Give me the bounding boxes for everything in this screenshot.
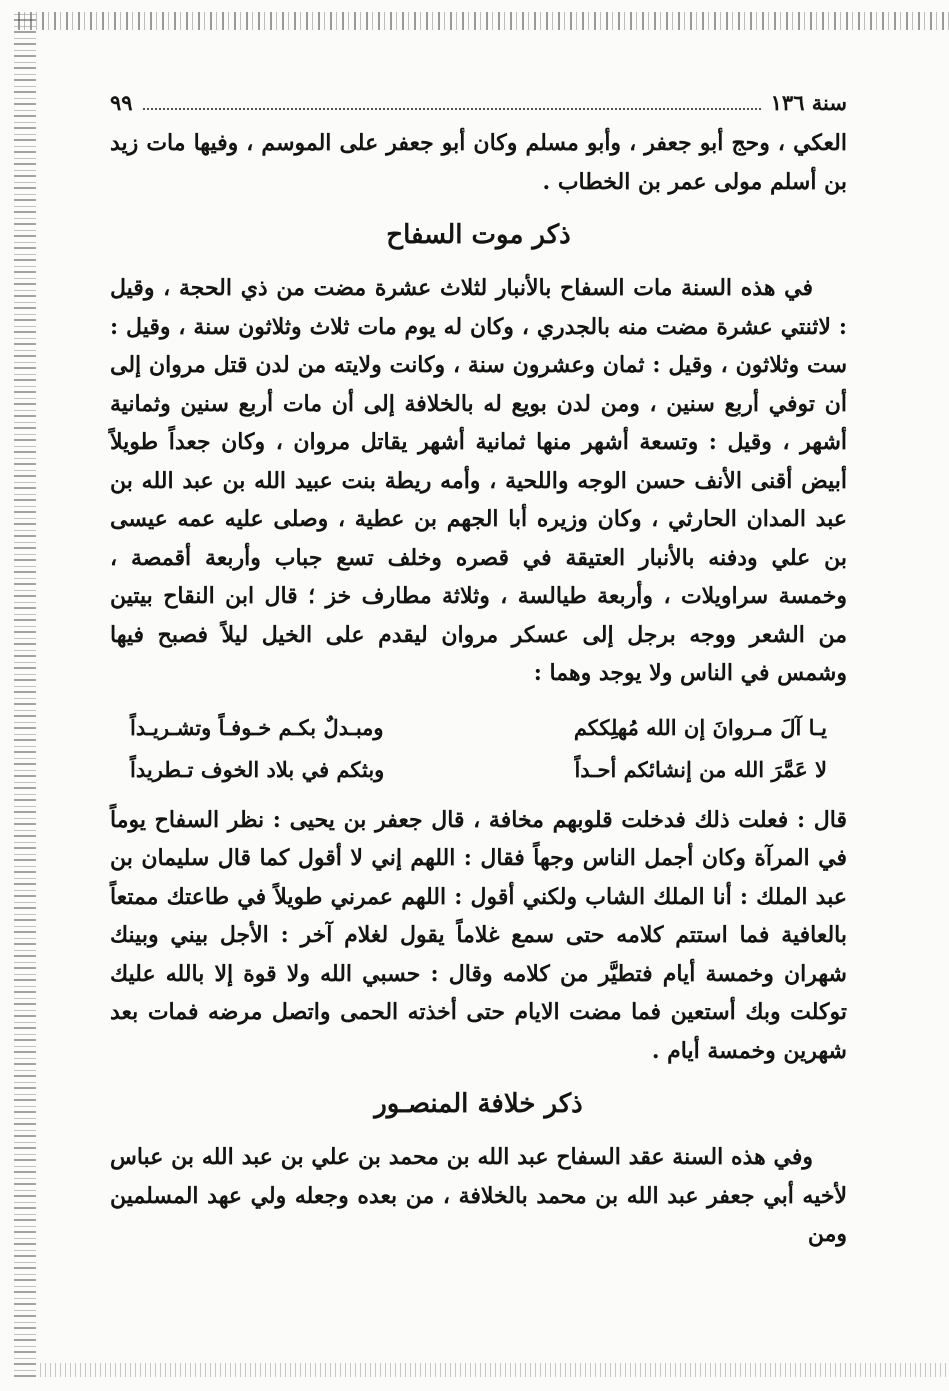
ornamental-border-left <box>14 12 36 1377</box>
poem-verse2-second-hemistich: وبثكم في بلاد الخوف تـطريداً <box>130 756 385 782</box>
ornamental-border-bottom <box>40 1363 949 1377</box>
paragraph-saffah-2: قال : فعلت ذلك فدخلت قلوبهم مخافة ، قال جعفر بن يحيى : نظر السفاح يوماً في المرآة وكان أجمل الناس وجهاً فقال : اللهم إني لا أقول كما قال سليمان بن عبد الملك : أنا الملك الشاب ولكني أقول : اللهم عمرني طويلاً في طاعتك ممتعاً بالعافية فما استتم كلامه حتى سمع غلاماً يقول لغلام آخر : الأجل بيني وبينك شهران وخمسة أيام فتطيَّر من كلامه وقال : حسبي الله ولا قوة إلا بالله عليك توكلت وبك أستعين فما مضت الايام حتى أخذته الحمى واتصل مرضه فمات بعد شهرين وخمسة أيام . <box>110 806 847 1064</box>
poem-verse1-second-hemistich: ومبـدلٌ بكـم خـوفـاً وتشـريـداً <box>130 714 384 740</box>
page-content <box>110 90 847 1254</box>
leader-dots <box>143 108 761 110</box>
poem-verse1-first-hemistich: يـا آلَ مـروانَ إن الله مُهلِككم <box>573 714 827 740</box>
paragraph-mansur-1-text: وفي هذه السنة عقد السفاح عبد الله بن محمد بن علي بن عبد الله بن عباس لأخيه أبي جعفر عبد الله بن محمد بالخلافة ، من بعده وجعله ولي عهد المسلمين ومن <box>110 1144 847 1247</box>
paragraph-intro: العكي ، وحج أبو جعفر ، وأبو مسلم وكان أبو جعفر على الموسم ، وفيها مات زيد بن أسلم مولى عمر بن الخطاب . <box>110 130 847 195</box>
heading-caliphate-of-mansur: ذكر خلافة المنصـور <box>374 1089 583 1119</box>
poem <box>120 707 837 791</box>
poem-verse2-first-hemistich: لا عَمَّرَ الله من إنشائكم أحـداً <box>574 756 827 782</box>
running-header <box>110 90 847 124</box>
paragraph-saffah-1 <box>110 269 847 693</box>
paragraph-mansur-1 <box>110 1138 847 1254</box>
ornamental-border-top <box>18 12 949 30</box>
paragraph-saffah-1-text: في هذه السنة مات السفاح بالأنبار لثلاث عشرة مضت من ذي الحجة ، وقيل : لاثنتي عشرة مضت منه بالجدري ، وكان له يوم مات ثلاث وثلاثون سنة ، وقيل : ست وثلاثون ، وقيل : ثمان وعشرون سنة ، وكانت ولايته من لدن قتل مروان إلى أن توفي أربع سنين ، ومن لدن بويع له بالخلافة إلى أن مات أربع سنين وثمانية أشهر ، وقيل : وتسعة أشهر منها ثمانية أشهر يقاتل مروان ، وكان جعداً طويلاً أبيض أقنى الأنف حسن الوجه واللحية ، وأمه ريطة بنت عبيد الله بن عبد الله بن عبد المدان الحارثي ، وكان وزيره أبا الجهم بن عطية ، وصلى عليه عمه عيسى بن علي ودفنه بالأنبار العتيقة في قصره وخلف تسع جباب وأربعة أقمصة ، وخمسة سراويلات ، وأربعة طيالسة ، وثلاثة مطارف خز ؛ قال ابن النقاح بيتين من الشعر ووجه برجل إلى عسكر مروان ليقدم على الخيل ليلاً فصبح فيها وشمس في الناس ولا يوجد وهما : <box>110 275 847 686</box>
running-title: سنة ١٣٦ <box>770 90 847 115</box>
page-number: ٩٩ <box>110 90 133 115</box>
heading-death-of-saffah: ذكر موت السفاح <box>386 220 571 250</box>
